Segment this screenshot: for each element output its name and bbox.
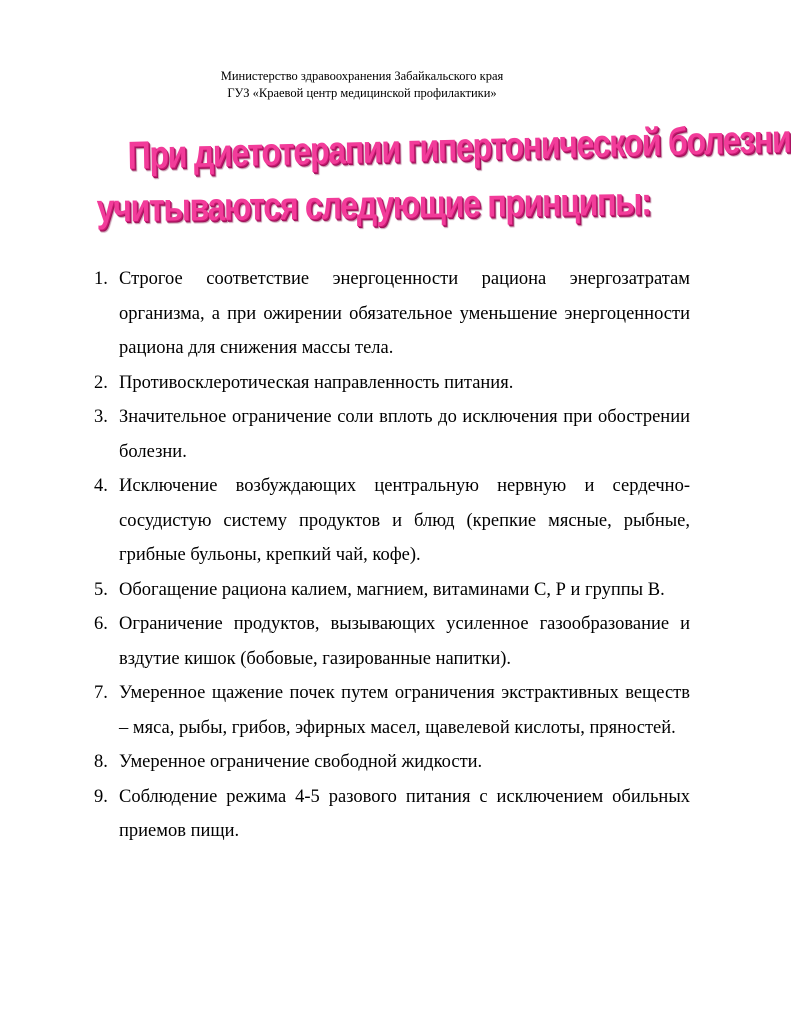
principles-list	[90, 262, 690, 849]
list-item	[90, 400, 690, 469]
list-item	[90, 607, 690, 676]
list-item-text: Соблюдение режима 4-5 разового питания с исключением обильных приемов пищи.	[119, 786, 690, 841]
list-item	[90, 469, 690, 573]
list-item-text: Значительное ограничение соли вплоть до исключения при обострении болезни.	[119, 407, 690, 462]
list-item-text: Противосклеротическая направленность питания.	[119, 372, 514, 393]
list-item	[90, 573, 690, 608]
list-item-number: 1.	[94, 269, 108, 289]
title-line-2: учитываются следующие принципы:	[96, 180, 651, 231]
list-item-number: 3.	[94, 407, 108, 427]
list-item-number: 7.	[94, 683, 108, 703]
list-item-text: Строгое соответствие энергоценности рациона энергозатратам организма, а при ожирении обязательное уменьшение энергоценности рациона для снижения массы тела.	[119, 269, 690, 358]
center-name: ГУЗ «Краевой центр медицинской профилактики»	[227, 86, 497, 100]
list-item-text: Ограничение продуктов, вызывающих усиленное газообразование и вздутие кишок (бобовые, газированные напитки).	[119, 614, 690, 669]
list-item-number: 2.	[94, 372, 108, 393]
list-item	[90, 780, 690, 849]
list-item-number: 6.	[94, 614, 108, 634]
list-item	[90, 676, 690, 745]
list-item-text: Умеренное ограничение свободной жидкости.	[119, 752, 483, 772]
list-item	[90, 745, 690, 780]
list-item-number: 9.	[94, 786, 108, 807]
list-item	[90, 262, 690, 366]
ministry-name: Министерство здравоохранения Забайкальского края	[220, 69, 504, 83]
list-item-number: 8.	[94, 752, 108, 772]
title-line-1: При диетотерапии гипертонической болезни	[127, 117, 791, 178]
list-item-text: Умеренное щажение почек путем ограничения экстрактивных веществ – мяса, рыбы, грибов, эфирных масел, щавелевой кислоты, пряностей.	[119, 683, 690, 738]
document-header	[0, 68, 724, 102]
list-item	[90, 366, 690, 401]
list-item-text: Обогащение рациона калием, магнием, витаминами С, Р и группы В.	[119, 579, 665, 600]
list-item-text: Исключение возбуждающих центральную нервную и сердечно-сосудистую систему продуктов и блюд (крепкие мясные, рыбные, грибные бульоны, крепкий чай, кофе).	[119, 476, 690, 565]
list-item-number: 5.	[94, 579, 108, 600]
page-title	[96, 117, 791, 234]
list-item-number: 4.	[94, 476, 108, 496]
